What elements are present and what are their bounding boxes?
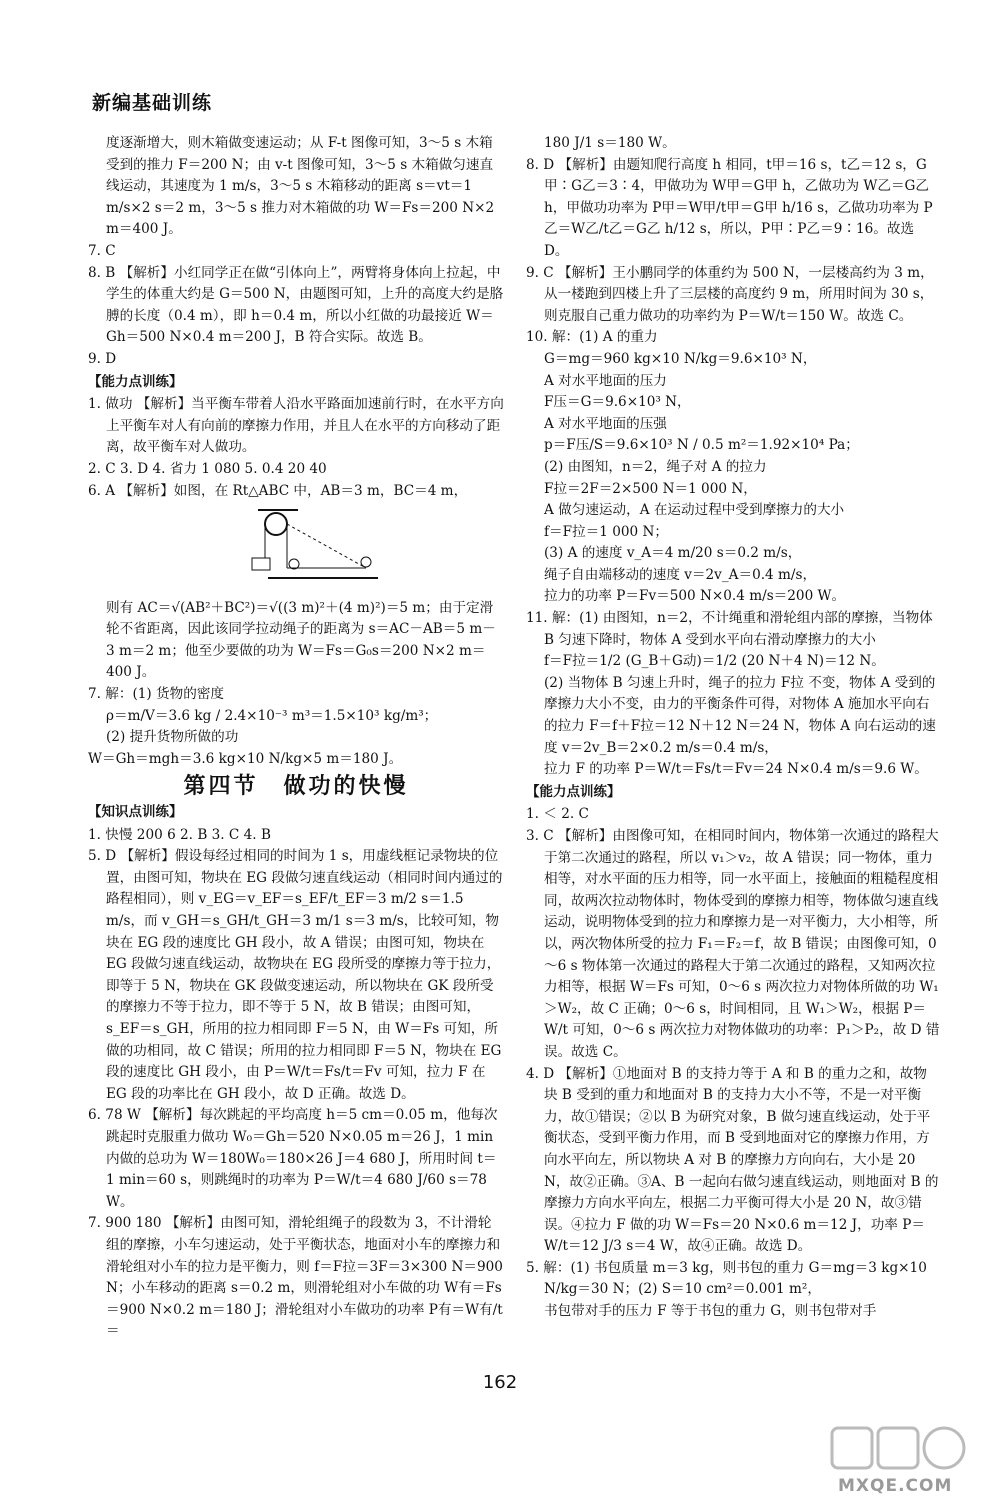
answer-item: 4. D 【解析】①地面对 B 的支持力等于 A 和 B 的重力之和，故物块 B 受到的重力和地面对 B 的支持力大小不等，不是一对平衡力，故①错误；②以 B 为研究对象，B 做匀速直线运动，处于平衡状态，受到平衡力作用，而 B 受到地面对它的摩擦力作用，方向水平向左，所以物块 A 对 B 的摩擦力方向向右，大小是 20 N，故②正确。③A、B 一起向右做匀速直线运动，则地面对 B 的摩擦力方向水平向左，根据二力平衡可得大小是 20 N，故③错误。④拉力 F 做的功 W＝Fs＝20 N×0.6 m＝12 J，功率 P＝W/t＝12 J/3 s＝4 W，故④正确。故选 D。 xyxy=(526,1065,939,1255)
answer-item: 7. 解：(1) 货物的密度 xyxy=(88,686,225,703)
answer-item: 6. 78 W 【解析】每次跳起的平均高度 h＝5 cm＝0.05 m，他每次跳起时克服重力做功 W₀＝Gh＝520 N×0.05 m＝26 J，1 min 内做的总功为 W＝180W₀＝180×26 J＝4 680 J，所用时间 t＝1 min＝60 s，则跳绳时的功率为 P＝W/t＝4 680 J/60 s＝78 W。 xyxy=(88,1107,498,1210)
answer-item: 1. 快慢 200 6 2. B 3. C 4. B xyxy=(88,826,271,843)
answer-text: A 对水平地面的压强 xyxy=(544,415,667,432)
pulley-diagram xyxy=(238,506,388,586)
answer-text: p＝F压/S＝9.6×10³ N / 0.5 m²＝1.92×10⁴ Pa； xyxy=(544,437,859,454)
answer-text: (3) A 的速度 v_A＝4 m/20 s＝0.2 m/s， xyxy=(544,545,802,562)
answer-text: f＝F拉＝1/2 (G_B＋G动)＝1/2 (20 N＋4 N)＝12 N。 xyxy=(544,653,885,670)
answer-item: 8. B 【解析】小红同学正在做“引体向上”，两臂将身体向上拉起，中学生的体重大约是 G＝500 N，由题图可知，上升的高度大约是胳膊的长度（0.4 m），即 h＝0.4 m，所以小红做的功最接近 W＝Gh＝500 N×0.4 m＝200 J，B 符合实际。故选 B。 xyxy=(88,264,504,346)
answer-text: F拉＝2F＝2×500 N＝1 000 N， xyxy=(544,480,757,497)
answer-item: 7. C xyxy=(88,242,116,259)
answer-text: F压＝G＝9.6×10³ N， xyxy=(544,394,691,411)
answer-text: 拉力的功率 P＝Fv＝500 N×0.4 m/s＝200 W。 xyxy=(544,588,846,605)
answer-text: f＝F拉＝1 000 N； xyxy=(544,523,668,540)
answer-text: W＝Gh＝mgh＝3.6 kg×10 N/kg×5 m＝180 J。 xyxy=(88,750,403,767)
section-heading: 【知识点训练】 xyxy=(88,804,183,821)
answer-item: 11. 解：(1) 由图知，n＝2，不计绳重和滑轮组内部的摩擦，当物体 B 匀速下降时，物体 A 受到水平向右滑动摩擦力的大小 xyxy=(526,610,933,648)
answer-item: 10. 解：(1) A 的重力 xyxy=(526,329,658,346)
answer-item: 7. 900 180 【解析】由图可知，滑轮组绳子的段数为 3，不计滑轮组的摩擦，小车匀速运动，处于平衡状态，地面对小车的摩擦力和滑轮组对小车的拉力是平衡力，则 f＝F拉＝3F＝3×300 N＝900 N；小车移动的距离 s＝0.2 m，则滑轮组对小车做的功 W有＝Fs＝900 N×0.2 m＝180 J；滑轮组对小车做功的功率 P有＝W有/t＝ xyxy=(88,1215,503,1340)
answer-item: 8. D 【解析】由题知爬行高度 h 相同，t甲＝16 s，t乙＝12 s，G甲∶G乙＝3∶4，甲做功为 W甲＝G甲 h，乙做功为 W乙＝G乙 h，甲做功功率为 P甲＝W甲/t甲＝G甲 h/16 s，乙做功功率为 P乙＝W乙/t乙＝G乙 h/12 s，所以，P甲∶P乙＝9∶16。故选 D。 xyxy=(526,156,933,259)
section-title: 第四节 做功的快慢 xyxy=(183,774,409,800)
left-column xyxy=(88,133,504,1343)
right-column xyxy=(526,133,940,1323)
answer-text: 180 J/1 s＝180 W。 xyxy=(544,135,676,151)
answer-text: G＝mg＝960 kg×10 N/kg＝9.6×10³ N， xyxy=(544,350,817,367)
answer-item: 1. ＜ 2. C xyxy=(526,806,589,823)
answer-item: 5. D 【解析】假设每经过相同的时间为 1 s，用虚线框记录物块的位置，由图可知，物块在 EG 段做匀速直线运动（相同时间内通过的路程相同），则 v_EG＝v_EF＝s_EF/t_EF＝3 m/2 s＝1.5 m/s，而 v_GH＝s_GH/t_GH＝3 m/1 s＝3 m/s，比较可知，物块在 EG 段的速度比 GH 段小，故 A 错误；由图可知，物块在 EG 段做匀速直线运动，故物块在 EG 段所受的摩擦力等于拉力，即等于 5 N，物块在 GK 段做变速运动，所以物块在 GK 段所受的摩擦力不等于拉力，即不等于 5 N，故 B 错误；由图可知，s_EF＝s_GH，所用的拉力相同即 F＝5 N，由 W＝Fs 可知，所做的功相同，故 C 错误；所用的拉力相同即 F＝5 N，物块在 EG 段的速度比 GH 段小，由 P＝W/t＝Fs/t＝Fv 可知，拉力 F 在 EG 段的功率比在 GH 段小，故 D 正确。故选 D。 xyxy=(88,848,503,1102)
answer-item: 3. C 【解析】由图像可知，在相同时间内，物体第一次通过的路程大于第二次通过的路程，所以 v₁＞v₂，故 A 错误；同一物体，重力相等，对水平面的压力相等，同一水平面上，接触面的粗糙程度相同，故两次拉动物体时，物体受到的摩擦力相等，物体做匀速直线运动，说明物体受到的拉力和摩擦力是一对平衡力，大小相等，所以，两次物体所受的拉力 F₁＝F₂＝f，故 B 错误；由图像可知，0～6 s 物体第一次通过的路程大于第二次通过的路程，又知两次拉力相等，根据 W＝Fs 可知，0～6 s 两次拉力对物体所做的功 W₁＞W₂，故 C 正确；0～6 s，时间相同，且 W₁＞W₂，根据 P＝W/t 可知，0～6 s 两次拉力对物体做功的功率：P₁＞P₂，故 D 错误。故选 C。 xyxy=(526,828,940,1060)
answer-text: ρ＝m/V＝3.6 kg / 2.4×10⁻³ m³＝1.5×10³ kg/m³； xyxy=(106,707,438,724)
answer-item: 2. C 3. D 4. 省力 1 080 5. 0.4 20 40 xyxy=(88,460,327,477)
answer-text: 书包带对手的压力 F 等于书包的重力 G，则书包带对手 xyxy=(544,1303,877,1320)
book-title: 新编基础训练 xyxy=(92,92,213,114)
answer-text: (2) 提升货物所做的功 xyxy=(106,729,239,746)
page-number: 162 xyxy=(482,1372,518,1393)
section-heading: 【能力点训练】 xyxy=(526,783,621,800)
section-heading: 【能力点训练】 xyxy=(88,373,183,390)
answer-text: (2) 当物体 B 匀速上升时，绳子的拉力 F拉 不变，物体 A 受到的摩擦力大小不变，由力的平衡条件可得，对物体 A 施加水平向右的拉力 F＝f＋F拉＝12 N＋12 N＝24 N，物体 A 向右运动的速度 v＝2v_B＝2×0.2 m/s＝0.4 m/s， xyxy=(544,674,936,756)
answer-text: 绳子自由端移动的速度 v＝2v_A＝0.4 m/s， xyxy=(544,566,817,583)
answer-text: A 做匀速运动，A 在运动过程中受到摩擦力的大小 xyxy=(544,502,845,519)
watermark-text: MXQE.COM xyxy=(838,1476,953,1496)
answer-text: (2) 由图知，n＝2，绳子对 A 的拉力 xyxy=(544,458,767,475)
answer-text: 拉力 F 的功率 P＝W/t＝Fs/t＝Fv＝24 N×0.4 m/s＝9.6 W。 xyxy=(544,761,928,778)
answer-item: 5. 解：(1) 书包质量 m＝3 kg，则书包的重力 G＝mg＝3 kg×10 N/kg＝30 N；(2) S＝10 cm²＝0.001 m²， xyxy=(526,1259,927,1298)
answer-item: 9. C 【解析】王小鹏同学的体重约为 500 N，一层楼高约为 3 m，从一楼跑到四楼上升了三层楼的高度约 9 m，所用时间为 30 s，则克服自己重力做功的功率约为 P＝W/t＝150 W。故选 C。 xyxy=(526,264,934,324)
answer-text: A 对水平地面的压力 xyxy=(544,372,667,389)
answer-text: 度逐渐增大，则木箱做变速运动；从 F-t 图像可知，3～5 s 木箱受到的推力 F＝200 N；由 v-t 图像可知，3～5 s 木箱做匀速直线运动，其速度为 1 m/s，3～5 s 木箱移动的距离 s＝vt＝1 m/s×2 s＝2 m，3～5 s 推力对木箱做的功 W＝Fs＝200 N×2 m＝400 J。 xyxy=(106,135,495,238)
answer-item: 9. D xyxy=(88,350,117,367)
answer-item: 6. A 【解析】如图，在 Rt△ABC 中，AB＝3 m，BC＝4 m， xyxy=(88,482,468,499)
answer-text: 则有 AC＝√(AB²＋BC²)＝√((3 m)²＋(4 m)²)＝5 m；由于定滑轮不省距离，因此该同学拉动绳子的距离为 s＝AC－AB＝5 m－3 m＝2 m；他至少要做的功为 W＝Fs＝G₀s＝200 N×2 m＝400 J。 xyxy=(106,599,496,681)
answer-item: 1. 做功 【解析】当平衡车带着人沿水平路面加速前行时，在水平方向上平衡车对人有向前的摩擦力作用，并且人在水平的方向移动了距离，故平衡车对人做功。 xyxy=(88,396,504,456)
